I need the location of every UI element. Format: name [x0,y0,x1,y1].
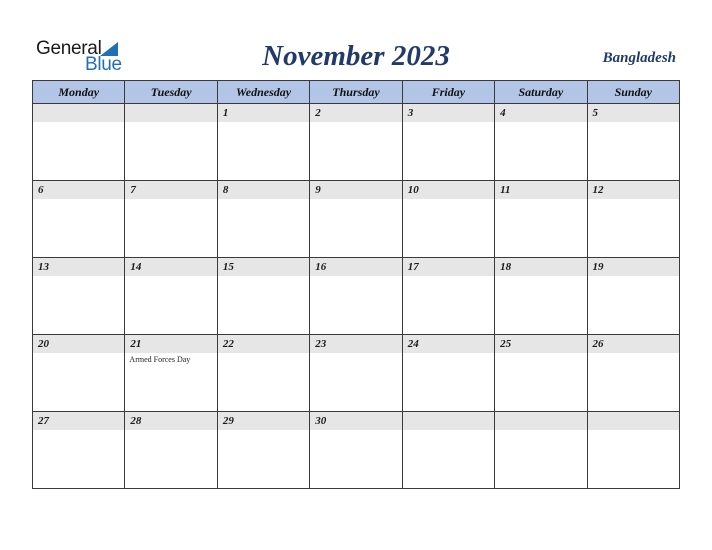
day-number: 30 [315,415,327,427]
calendar-grid [32,80,680,489]
day-number: 20 [38,338,49,350]
week-row [33,104,680,181]
day-cell [587,104,679,181]
day-cell [217,181,309,258]
day-number: 27 [38,415,49,427]
day-cell [310,335,402,412]
week-row [33,181,680,258]
day-cell [125,181,217,258]
day-cell [587,335,679,412]
day-cell [587,258,679,335]
day-cell [33,412,125,489]
day-cell [33,335,125,412]
day-cell [217,104,309,181]
weekday-thursday: Thursday [310,81,402,104]
day-cell [217,335,309,412]
country-label: Bangladesh [602,50,676,66]
day-number: 4 [500,107,506,119]
calendar-title: November 2023 [262,40,450,72]
day-cell [125,104,217,181]
day-number: 9 [315,184,321,196]
day-number: 17 [407,261,419,273]
weekday-wednesday: Wednesday [217,81,309,104]
day-cell [402,258,494,335]
day-cell [310,412,402,489]
day-cell [402,412,494,489]
day-cell [33,258,125,335]
day-number: 13 [38,261,49,273]
day-cell [587,181,679,258]
day-cell [402,335,494,412]
day-cell [33,104,125,181]
day-cell [310,104,402,181]
day-cell [402,104,494,181]
day-cell [587,412,679,489]
week-row [33,258,680,335]
day-number: 25 [500,338,512,350]
day-number: 23 [315,338,327,350]
day-cell [310,258,402,335]
day-cell [495,181,587,258]
day-number: 18 [500,261,512,273]
day-number: 22 [222,338,234,350]
weekday-tuesday: Tuesday [125,81,217,104]
day-cell [495,335,587,412]
day-cell [125,335,217,412]
day-number: 12 [592,184,604,196]
day-cell [495,412,587,489]
day-number: 7 [130,184,136,196]
day-number: 28 [130,415,142,427]
day-number: 19 [592,261,604,273]
day-number: 29 [222,415,234,427]
weekday-saturday: Saturday [495,81,587,104]
day-number: 8 [222,184,229,196]
day-cell [33,181,125,258]
day-number: 6 [38,184,44,196]
day-number: 24 [407,338,419,350]
day-cell [217,412,309,489]
day-number: 1 [222,107,229,119]
week-row [33,335,680,412]
day-number: 11 [500,184,511,196]
day-number: 16 [315,261,327,273]
day-cell [217,258,309,335]
weekday-friday: Friday [402,81,494,104]
day-cell [495,104,587,181]
day-cell [402,181,494,258]
week-row [33,412,680,489]
day-number: 14 [130,261,142,273]
day-number: 10 [407,184,419,196]
day-cell [310,181,402,258]
day-number: 2 [315,107,321,119]
logo-word-general: General [36,38,102,59]
holiday-label: Armed Forces Day [129,355,191,364]
weekday-monday: Monday [33,81,125,104]
day-cell [495,258,587,335]
day-cell [125,258,217,335]
day-number: 3 [407,107,414,119]
weekday-header-row [33,81,680,104]
day-number: 15 [222,261,234,273]
day-cell [125,412,217,489]
day-number: 26 [592,338,604,350]
day-number: 21 [130,338,142,350]
weekday-sunday: Sunday [587,81,679,104]
day-number: 5 [592,107,599,119]
logo-word-blue: Blue [85,54,122,75]
